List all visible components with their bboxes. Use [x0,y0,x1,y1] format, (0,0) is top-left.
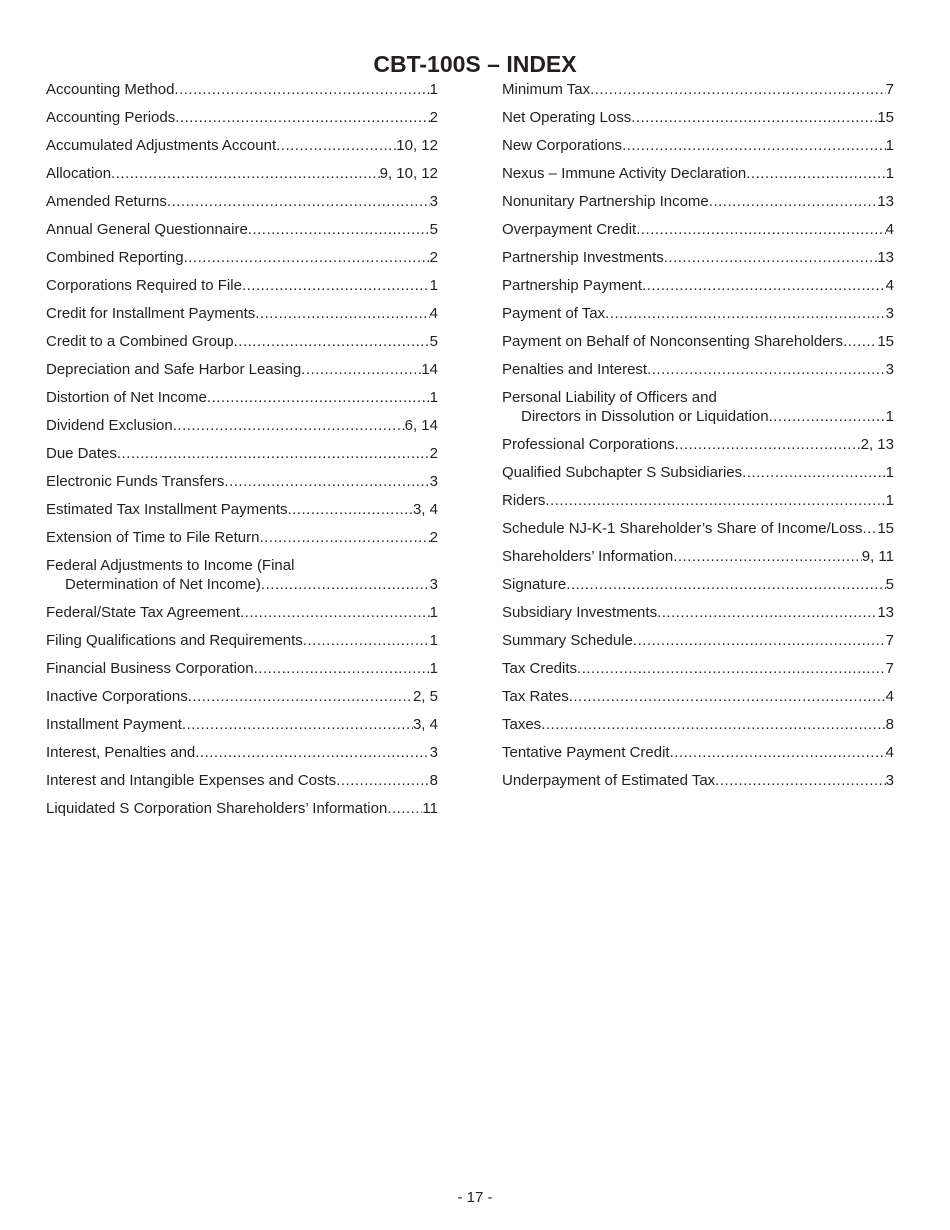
dot-leader [336,771,429,790]
dot-leader [746,164,885,183]
index-entry-pages: 8 [885,716,894,733]
index-entry-label: Filing Qualifications and Requirements [46,632,303,649]
index-entry-label: Installment Payment [46,716,182,733]
index-entry-label: Penalties and Interest [502,361,648,378]
index-entry-pages: 3 [885,772,894,789]
dot-leader [288,500,413,519]
dot-leader [207,388,430,407]
index-entry-label: Financial Business Corporation [46,660,254,677]
dot-leader [769,407,886,426]
index-entry-label-continued: Directors in Dissolution or Liquidation [521,408,769,425]
dot-leader [633,631,886,650]
index-entry-pages: 1 [429,277,438,294]
index-entry-label: Overpayment Credit [502,221,637,238]
index-entry-pages: 3 [429,576,438,593]
index-entry-label: Taxes [502,716,542,733]
index-column-left [46,80,438,827]
index-entry [502,631,894,650]
index-entry-label: Annual General Questionnaire [46,221,248,238]
index-entry-pages: 1 [429,81,438,98]
index-entry-pages: 3 [429,744,438,761]
dot-leader [259,528,429,547]
index-entry-pages: 6, 14 [404,417,438,434]
index-entry-label: Professional Corporations [502,436,675,453]
index-entry [46,164,438,183]
index-entry [502,715,894,734]
index-entry-label: New Corporations [502,137,623,154]
index-entry [502,603,894,622]
index-entry-pages: 8 [429,772,438,789]
index-entry-label: Payment of Tax [502,305,606,322]
dot-leader [173,416,405,435]
index-entry-label: Tax Rates [502,688,569,705]
index-entry [502,332,894,351]
index-entry [46,771,438,790]
index-entry [502,687,894,706]
index-entry-pages: 2 [429,109,438,126]
index-entry-pages: 13 [877,249,894,266]
page-title: CBT-100S – INDEX [373,51,577,77]
index-entry-pages: 3 [429,193,438,210]
index-entry [46,388,438,407]
index-entry-label: Electronic Funds Transfers [46,473,225,490]
index-entry [46,687,438,706]
index-entry-label: Personal Liability of Officers and [502,389,717,406]
dot-leader [715,771,885,790]
index-entry-pages: 1 [429,604,438,621]
index-entry [502,491,894,510]
index-entry-pages: 1 [885,137,894,154]
index-entry-label: Interest, Penalties and [46,744,196,761]
index-entry-label: Federal/State Tax Agreement [46,604,241,621]
index-entry [502,659,894,678]
index-entry-label: Accounting Method [46,81,175,98]
index-entry [46,220,438,239]
index-entry-label: Minimum Tax [502,81,591,98]
dot-leader [670,743,886,762]
index-entry-pages: 9, 11 [861,548,894,565]
index-entry [502,276,894,295]
dot-leader [843,332,877,351]
index-entry-pages: 2 [429,529,438,546]
index-entry-label: Depreciation and Safe Harbor Leasing [46,361,302,378]
index-entry [502,388,894,426]
index-entry-pages: 4 [885,221,894,238]
dot-leader [224,472,429,491]
index-entry-pages: 7 [885,660,894,677]
index-entry-pages: 3, 4 [412,716,438,733]
dot-leader [195,743,429,762]
dot-leader [117,444,430,463]
index-entry-label: Summary Schedule [502,632,633,649]
index-entry-pages: 13 [877,604,894,621]
index-entry-pages: 1 [885,408,894,425]
index-entry-pages: 11 [422,800,438,817]
index-entry-pages: 2, 13 [860,436,894,453]
index-entry-label: Federal Adjustments to Income (Final [46,557,295,574]
dot-leader [590,80,886,99]
index-entry-label: Signature [502,576,567,593]
index-entry-label: Nexus – Immune Activity Declaration [502,165,747,182]
dot-leader [175,108,429,127]
index-entry-label: Liquidated S Corporation Shareholders’ Information [46,800,388,817]
index-entry-pages: 15 [877,520,894,537]
index-entry [502,519,894,538]
index-entry-pages: 5 [429,333,438,350]
dot-leader [675,435,861,454]
index-entry-pages: 13 [877,193,894,210]
dot-leader [569,687,886,706]
index-entry-pages: 15 [877,109,894,126]
index-entry [46,248,438,267]
index-entry-pages: 1 [885,165,894,182]
index-entry-pages: 9, 10, 12 [379,165,438,182]
dot-leader [862,519,877,538]
dot-leader [167,192,430,211]
index-entry [502,575,894,594]
index-entry-pages: 1 [429,632,438,649]
index-entry-label: Tax Credits [502,660,578,677]
index-entry [46,360,438,379]
dot-leader [642,276,886,295]
index-entry-pages: 4 [885,688,894,705]
dot-leader [111,164,380,183]
index-entry [46,631,438,650]
dot-leader [248,220,430,239]
index-entry-label: Nonunitary Partnership Income [502,193,709,210]
index-entry [46,192,438,211]
dot-leader [261,575,430,594]
dot-leader [387,799,422,818]
index-column-right [502,80,894,799]
dot-leader [636,220,885,239]
index-entry [46,416,438,435]
index-entry-pages: 4 [429,305,438,322]
index-entry-label: Schedule NJ-K-1 Shareholder’s Share of Income/Loss [502,520,863,537]
index-entry-pages: 7 [885,81,894,98]
index-entry [502,164,894,183]
index-entry-label: Amended Returns [46,193,167,210]
index-entry [502,771,894,790]
index-entry-label: Net Operating Loss [502,109,632,126]
index-entry [46,528,438,547]
page-number: - 17 - [457,1189,493,1206]
index-entry-label: Partnership Payment [502,277,643,294]
index-entry [46,332,438,351]
dot-leader [240,603,430,622]
dot-leader [254,659,430,678]
dot-leader [276,136,396,155]
index-entry-label: Distortion of Net Income [46,389,207,406]
dot-leader [255,304,429,323]
dot-leader [566,575,885,594]
dot-leader [622,136,886,155]
index-entry-label: Qualified Subchapter S Subsidiaries [502,464,743,481]
index-entry [502,360,894,379]
index-entry-pages: 5 [885,576,894,593]
index-entry [502,220,894,239]
index-entry [46,444,438,463]
dot-leader [182,715,413,734]
dot-leader [742,463,886,482]
index-entry-label: Interest and Intangible Expenses and Costs [46,772,337,789]
index-entry-pages: 1 [429,660,438,677]
dot-leader [577,659,886,678]
index-entry-label: Partnership Investments [502,249,664,266]
index-entry-label: Accounting Periods [46,109,176,126]
index-entry-label: Payment on Behalf of Nonconsenting Shareholders [502,333,844,350]
index-entry [46,108,438,127]
index-entry-pages: 1 [885,464,894,481]
index-entry-pages: 7 [885,632,894,649]
index-entry [46,715,438,734]
index-entry [502,248,894,267]
index-entry-label: Credit to a Combined Group [46,333,234,350]
index-entry-pages: 10, 12 [396,137,438,154]
index-entry [502,136,894,155]
index-entry-label: Combined Reporting [46,249,184,266]
index-entry-label: Corporations Required to File [46,277,242,294]
index-entry [46,743,438,762]
dot-leader [184,248,430,267]
index-entry-label: Inactive Corporations [46,688,188,705]
dot-leader [673,547,862,566]
index-entry [46,136,438,155]
index-entry-label: Riders [502,492,546,509]
dot-leader [647,360,886,379]
dot-leader [541,715,885,734]
index-entry-label: Due Dates [46,445,117,462]
index-entry [502,192,894,211]
index-entry-pages: 4 [885,744,894,761]
index-entry-pages: 1 [429,389,438,406]
index-entry [46,80,438,99]
dot-leader [709,192,878,211]
index-entry [46,603,438,622]
index-entry-pages: 3 [429,473,438,490]
index-entry-label: Estimated Tax Installment Payments [46,501,288,518]
index-entry [502,304,894,323]
index-entry-label: Accumulated Adjustments Account [46,137,277,154]
dot-leader [664,248,878,267]
index-entry-pages: 3, 4 [412,501,438,518]
index-entry-label: Shareholders’ Information [502,548,674,565]
index-entry [502,547,894,566]
index-entry-label: Allocation [46,165,112,182]
dot-leader [657,603,877,622]
index-entry-pages: 2 [429,249,438,266]
index-entry-pages: 2, 5 [412,688,438,705]
index-entry-label: Subsidiary Investments [502,604,658,621]
index-entry [502,743,894,762]
index-entry [46,304,438,323]
index-entry-label: Credit for Installment Payments [46,305,256,322]
dot-leader [303,631,430,650]
index-entry [46,556,438,594]
index-entry-pages: 5 [429,221,438,238]
index-entry-pages: 4 [885,277,894,294]
index-entry-label: Dividend Exclusion [46,417,173,434]
dot-leader [301,360,421,379]
index-entry [46,799,438,818]
index-entry-pages: 1 [885,492,894,509]
dot-leader [188,687,413,706]
index-entry [502,463,894,482]
index-entry [46,659,438,678]
index-entry [46,276,438,295]
index-entry [46,472,438,491]
dot-leader [605,304,886,323]
dot-leader [242,276,430,295]
index-entry-label: Tentative Payment Credit [502,744,670,761]
index-entry-pages: 3 [885,361,894,378]
index-entry [46,500,438,519]
index-entry-pages: 15 [877,333,894,350]
index-entry-label-continued: Determination of Net Income) [65,576,261,593]
index-entry-pages: 14 [421,361,438,378]
index-entry [502,80,894,99]
index-entry-pages: 2 [429,445,438,462]
index-entry-label: Extension of Time to File Return [46,529,260,546]
index-entry [502,435,894,454]
dot-leader [545,491,885,510]
dot-leader [234,332,430,351]
index-entry [502,108,894,127]
dot-leader [174,80,429,99]
index-entry-pages: 3 [885,305,894,322]
dot-leader [631,108,877,127]
index-entry-label: Underpayment of Estimated Tax [502,772,716,789]
